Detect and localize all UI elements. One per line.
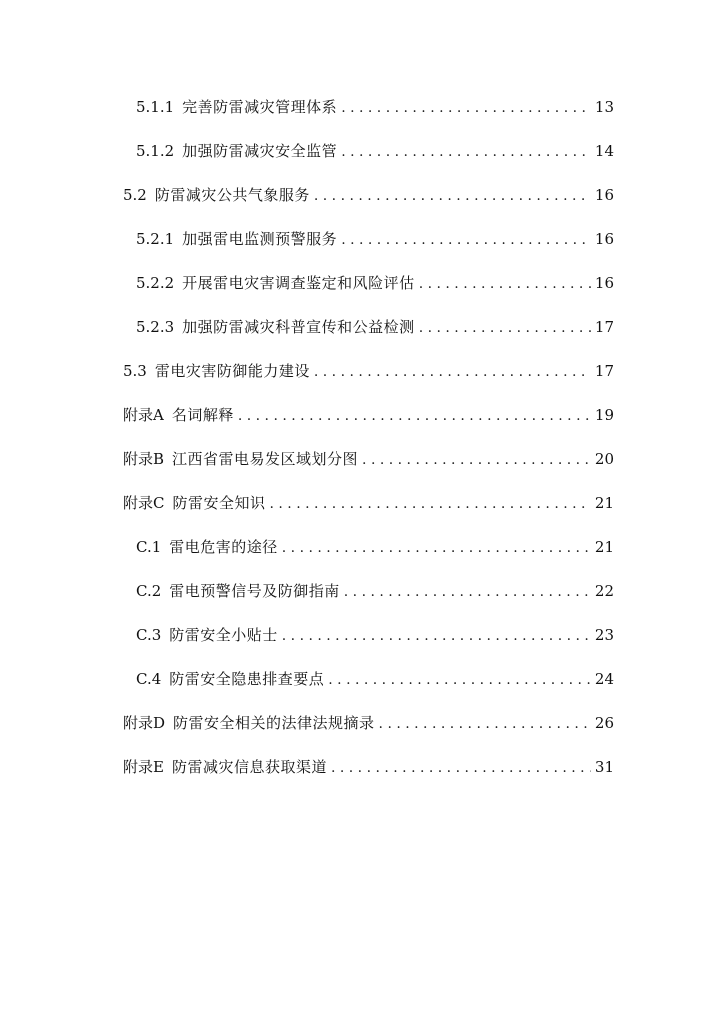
toc-entry-appendix-c[interactable] [123, 491, 614, 515]
toc-dot-leader [344, 580, 591, 604]
toc-entry-c-4[interactable] [136, 667, 614, 691]
toc-entry-number: 附录B [123, 450, 165, 468]
toc-entry-number: 5.1.1 [136, 98, 175, 116]
toc-entry-appendix-a[interactable] [123, 403, 614, 427]
toc-dot-leader [282, 536, 591, 560]
toc-page-number: 24 [594, 670, 614, 688]
toc-entry-5-2-1[interactable] [136, 227, 614, 251]
toc-entry-number: C.3 [136, 626, 162, 644]
toc-entry-number: 附录A [123, 406, 164, 424]
toc-page-number: 23 [594, 626, 614, 644]
toc-entry-c-2[interactable] [136, 579, 614, 603]
toc-entry-number: 5.3 [123, 362, 147, 380]
toc-dot-leader [362, 448, 591, 472]
toc-page-number: 16 [594, 186, 614, 204]
toc-dot-leader [328, 668, 591, 692]
toc-page-number: 31 [594, 758, 614, 776]
toc-dot-leader [314, 184, 591, 208]
toc-entry-c-1[interactable] [136, 535, 614, 559]
toc-entry-5-3[interactable] [123, 359, 614, 383]
toc-dot-leader [270, 492, 591, 516]
toc-entry-5-2-2[interactable] [136, 271, 614, 295]
toc-dot-leader [314, 360, 591, 384]
toc-entry-5-2[interactable] [123, 183, 614, 207]
toc-entry-number: 5.2.2 [136, 274, 175, 292]
toc-entry-number: C.4 [136, 670, 162, 688]
toc-page-number: 14 [594, 142, 614, 160]
toc-entry-title: 防雷安全隐患排查要点 [169, 670, 325, 688]
toc-entry-title: 加强防雷减灾安全监管 [182, 142, 338, 160]
toc-entry-5-1-1[interactable] [136, 95, 614, 119]
toc-entry-appendix-b[interactable] [123, 447, 614, 471]
toc-dot-leader [341, 96, 591, 120]
toc-page-number: 21 [594, 494, 614, 512]
toc-entry-number: 5.1.2 [136, 142, 175, 160]
toc-entry-number: 附录E [123, 758, 164, 776]
toc-entry-title: 雷电危害的途径 [169, 538, 278, 556]
toc-entry-title: 防雷减灾公共气象服务 [154, 186, 310, 204]
toc-page-number: 20 [594, 450, 614, 468]
toc-page-number: 16 [594, 274, 614, 292]
toc-entry-number: 5.2 [123, 186, 147, 204]
toc-page-number: 26 [594, 714, 614, 732]
toc-page-number: 21 [594, 538, 614, 556]
toc-page-number: 16 [594, 230, 614, 248]
toc-dot-leader [379, 712, 591, 736]
toc-entry-title: 防雷减灾信息获取渠道 [171, 758, 327, 776]
toc-entry-5-2-3[interactable] [136, 315, 614, 339]
toc-dot-leader [238, 404, 591, 428]
toc-entry-title: 名词解释 [171, 406, 234, 424]
toc-entry-title: 江西省雷电易发区域划分图 [172, 450, 359, 468]
toc-dot-leader [419, 272, 591, 296]
toc-entry-appendix-e[interactable] [123, 755, 614, 779]
toc-entry-appendix-d[interactable] [123, 711, 614, 735]
toc-dot-leader [331, 756, 591, 780]
toc-entry-title: 防雷安全知识 [172, 494, 266, 512]
toc-entry-title: 防雷安全相关的法律法规摘录 [173, 714, 375, 732]
toc-entry-number: C.2 [136, 582, 162, 600]
toc-entry-title: 雷电预警信号及防御指南 [169, 582, 340, 600]
toc-entry-title: 加强雷电监测预警服务 [182, 230, 338, 248]
toc-entry-c-3[interactable] [136, 623, 614, 647]
toc-entry-number: 附录D [123, 714, 166, 732]
toc-entry-title: 雷电灾害防御能力建设 [154, 362, 310, 380]
toc-entry-5-1-2[interactable] [136, 139, 614, 163]
toc-entry-number: 5.2.1 [136, 230, 175, 248]
toc-page-number: 19 [594, 406, 614, 424]
toc-dot-leader [341, 140, 591, 164]
toc-entry-title: 开展雷电灾害调查鉴定和风险评估 [182, 274, 415, 292]
toc-entry-number: 5.2.3 [136, 318, 175, 336]
toc-dot-leader [341, 228, 591, 252]
toc-entry-number: C.1 [136, 538, 162, 556]
toc-page-number: 17 [594, 318, 614, 336]
toc-entry-number: 附录C [123, 494, 165, 512]
toc-entry-title: 完善防雷减灾管理体系 [182, 98, 338, 116]
toc-page-number: 17 [594, 362, 614, 380]
toc-page-number: 22 [594, 582, 614, 600]
toc-dot-leader [419, 316, 591, 340]
toc-dot-leader [282, 624, 591, 648]
toc-entry-title: 防雷安全小贴士 [169, 626, 278, 644]
toc-entry-title: 加强防雷减灾科普宣传和公益检测 [182, 318, 415, 336]
toc-page-number: 13 [594, 98, 614, 116]
